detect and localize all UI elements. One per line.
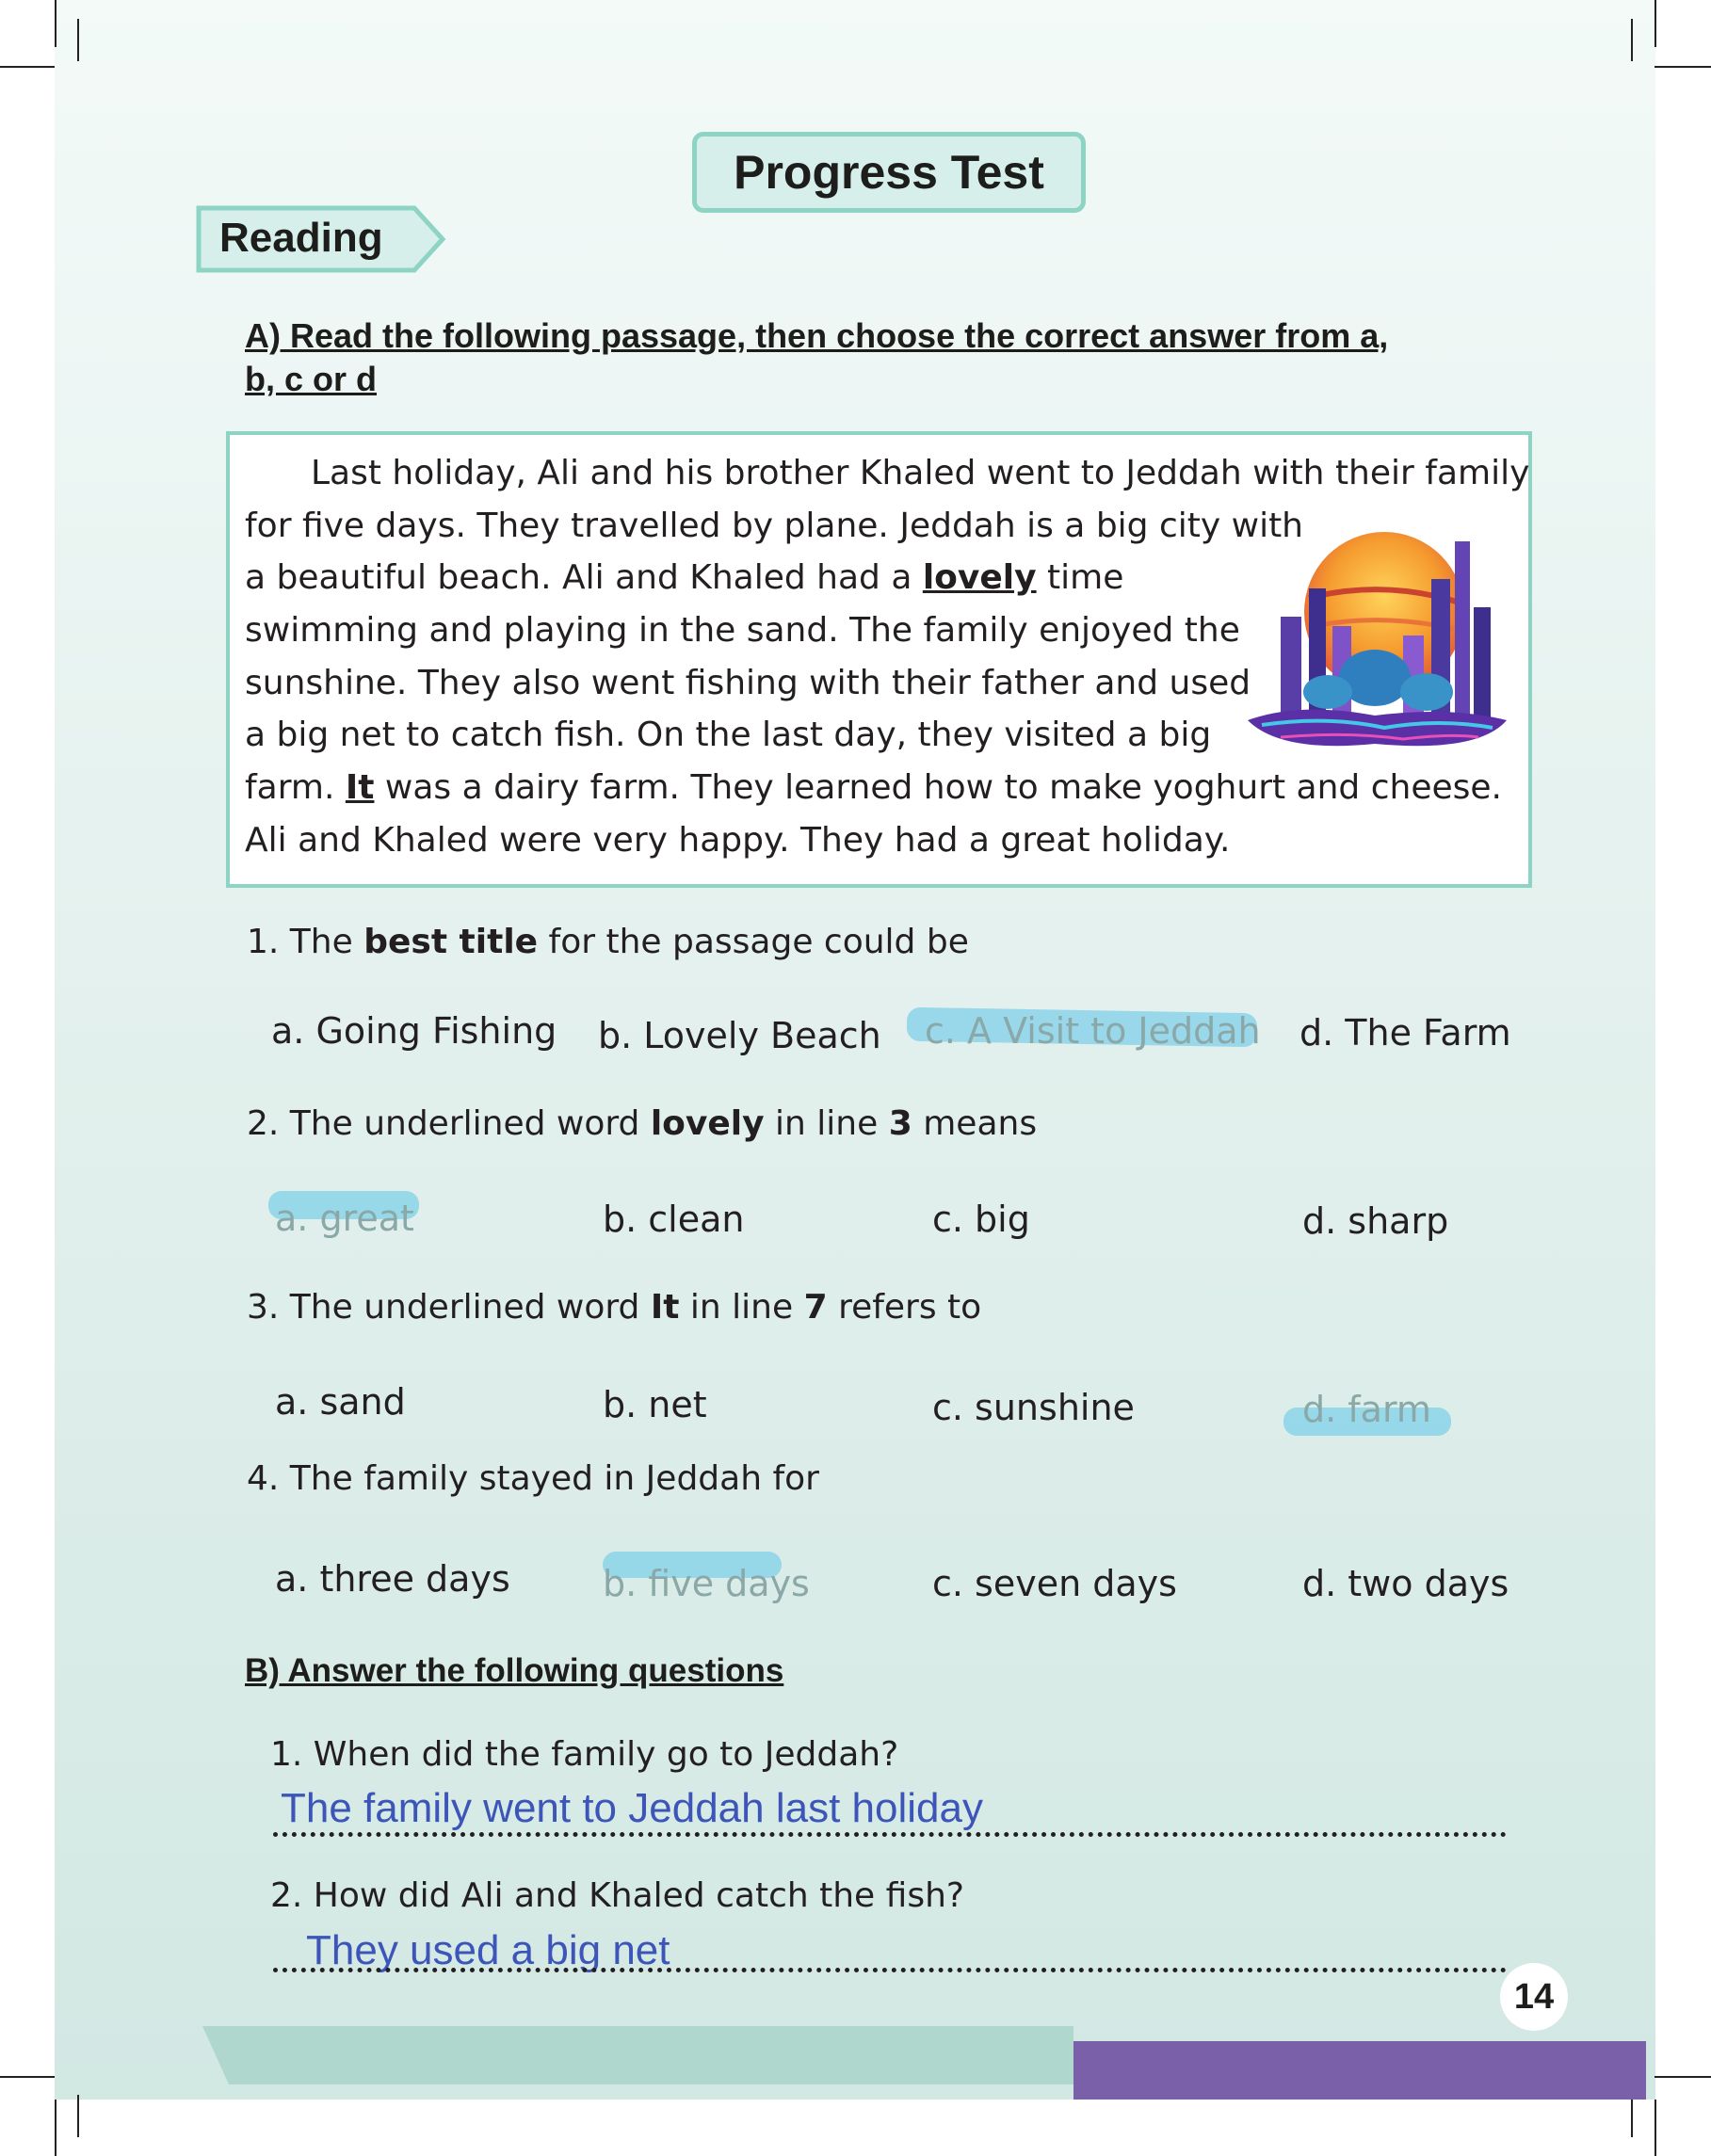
q2-option-d[interactable]: d. sharp <box>1302 1200 1449 1242</box>
passage-line-6: a big net to catch fish. On the last day, they visited a big <box>245 716 1212 754</box>
question-bold: It <box>650 1288 680 1327</box>
q4-option-c[interactable]: c. seven days <box>932 1563 1177 1604</box>
footer-band-purple <box>1073 2041 1646 2100</box>
passage-text: farm. <box>245 768 346 807</box>
crop-mark <box>1631 19 1633 61</box>
part-b-answer-1[interactable]: The family went to Jeddah last holiday <box>281 1785 983 1831</box>
crop-mark <box>55 2100 56 2156</box>
crop-mark <box>55 0 56 47</box>
part-b-answer-2[interactable]: They used a big net <box>306 1927 670 1973</box>
crop-mark <box>77 2095 79 2137</box>
underlined-word-it: It <box>345 768 375 807</box>
question-bold: 3 <box>888 1104 912 1143</box>
part-b-question-2: 2. How did Ali and Khaled catch the fish? <box>270 1876 964 1915</box>
passage-line-1: Last holiday, Ali and his brother Khaled went to Jeddah with their family <box>311 454 1530 492</box>
part-a-instruction <box>245 314 1488 401</box>
instruction-line-2: b, c or d <box>245 360 378 398</box>
q3-option-b[interactable]: b. net <box>603 1384 707 1425</box>
question-bold: lovely <box>650 1104 765 1143</box>
q4-option-b[interactable]: b. five days <box>603 1563 810 1604</box>
question-text: 1. The <box>247 923 364 961</box>
crop-mark <box>1655 0 1656 47</box>
page-title: Progress Test <box>692 132 1086 213</box>
passage-line-5: sunshine. They also went fishing with their father and used <box>245 664 1251 702</box>
question-text: means <box>912 1104 1038 1143</box>
passage-line-8: Ali and Khaled were very happy. They had a great holiday. <box>245 821 1231 860</box>
part-b-instruction: B) Answer the following questions <box>245 1652 784 1689</box>
q4-option-d[interactable]: d. two days <box>1302 1563 1509 1604</box>
question-text: in line <box>764 1104 889 1143</box>
q1-option-a[interactable]: a. Going Fishing <box>271 1010 557 1052</box>
passage-text: a beautiful beach. Ali and Khaled had a <box>245 558 923 597</box>
answer-line-2 <box>273 1968 1507 1972</box>
question-4: 4. The family stayed in Jeddah for <box>247 1459 819 1498</box>
passage-line-2: for five days. They travelled by plane. Jeddah is a big city with <box>245 507 1303 545</box>
q2-option-b[interactable]: b. clean <box>603 1199 745 1240</box>
page-number: 14 <box>1500 1963 1568 2031</box>
passage-line-7 <box>245 768 1502 807</box>
question-text: in line <box>679 1288 804 1327</box>
passage-line-3 <box>245 558 1123 597</box>
passage-line-4: swimming and playing in the sand. The family enjoyed the <box>245 611 1240 650</box>
crop-mark <box>0 66 55 68</box>
q4-option-a[interactable]: a. three days <box>275 1558 510 1600</box>
crop-mark <box>1655 66 1711 68</box>
question-2 <box>247 1104 1037 1143</box>
passage-text: time <box>1036 558 1124 597</box>
crop-mark <box>1631 2095 1633 2137</box>
crop-mark <box>77 19 79 61</box>
part-b-question-1: 1. When did the family go to Jeddah? <box>270 1735 899 1774</box>
footer-band-teal <box>202 2026 1073 2084</box>
section-tag-reading <box>196 205 446 273</box>
passage-text: was a dairy farm. They learned how to make yoghurt and cheese. <box>374 768 1502 807</box>
crop-mark <box>0 2076 55 2078</box>
q1-option-c[interactable]: c. A Visit to Jeddah <box>925 1010 1261 1052</box>
underlined-word-lovely: lovely <box>922 558 1037 597</box>
instruction-line-1: A) Read the following passage, then choose the correct answer from a, <box>245 316 1389 355</box>
question-text: refers to <box>827 1288 982 1327</box>
question-text: for the passage could be <box>538 923 969 961</box>
answer-line-1 <box>273 1832 1507 1837</box>
question-bold: best title <box>363 923 539 961</box>
q2-option-c[interactable]: c. big <box>932 1199 1030 1240</box>
crop-mark <box>1655 2100 1656 2156</box>
question-bold: 7 <box>803 1288 828 1327</box>
q3-option-d[interactable]: d. farm <box>1302 1389 1431 1430</box>
question-text: 3. The underlined word <box>247 1288 651 1327</box>
q1-option-b[interactable]: b. Lovely Beach <box>598 1015 881 1056</box>
question-1 <box>247 923 969 961</box>
question-text: 2. The underlined word <box>247 1104 651 1143</box>
crop-mark <box>1655 2076 1711 2078</box>
section-label: Reading <box>219 215 383 261</box>
question-3 <box>247 1288 981 1327</box>
city-illustration <box>1243 523 1509 758</box>
q3-option-c[interactable]: c. sunshine <box>932 1387 1135 1428</box>
q1-option-d[interactable]: d. The Farm <box>1299 1012 1511 1054</box>
q3-option-a[interactable]: a. sand <box>275 1381 406 1423</box>
q2-option-a[interactable]: a. great <box>275 1198 414 1239</box>
